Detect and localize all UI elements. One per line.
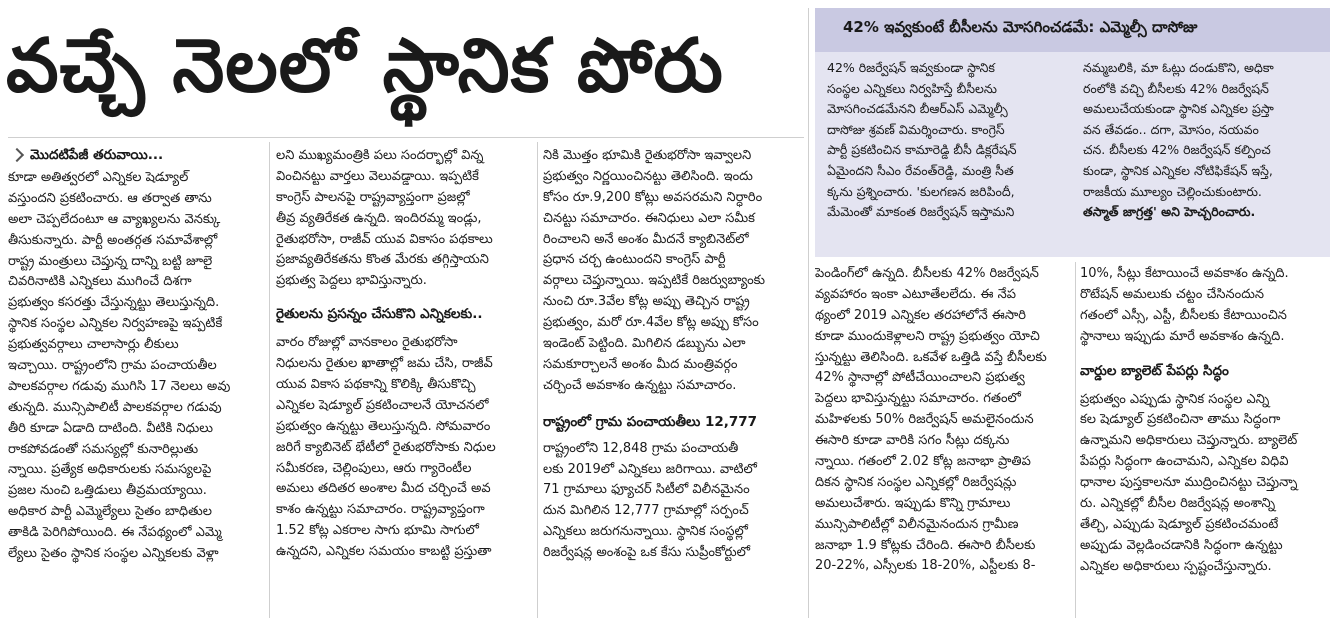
sidebar-text-line: పార్టీ ప్రకటించిన కామారెడ్డి బీసీ డిక్లరేషన్ bbox=[827, 142, 1017, 158]
body-text-line: పాలకవర్గాల గడువు ముగిసి 17 నెలలు అవు bbox=[8, 378, 231, 394]
body-text-line: లని ముఖ్యమంత్రికి పలు సందర్భాల్లో విన్న bbox=[276, 148, 484, 163]
body-text-line: కూడా ముందుకెళ్లాలని రాష్ట్ర ప్రభుత్వం యోచి bbox=[815, 328, 1040, 344]
subheading-ballot-papers: వార్డుల బ్యాలెట్ పేపర్లు సిద్ధం bbox=[1080, 362, 1229, 379]
sidebar-text-line: ఏమైందని సీఎం రేవంత్‌రెడ్డి, మంత్రి సీత bbox=[827, 162, 1014, 178]
body-text-line: చినట్టు సమాచారం. ఈనిధులు ఎలా సమీక bbox=[543, 210, 755, 226]
sidebar-text-line: నమ్మబలికి, మా ఓట్లు దండుకొని, అధికా bbox=[1083, 60, 1274, 75]
body-text-line: ఈసారి కూడా వారికి సగం సీట్లు దక్కను bbox=[815, 433, 1010, 449]
kicker-text: మొదటిపేజీ తరువాయి... bbox=[30, 146, 164, 163]
article-column-2 bbox=[276, 146, 531, 618]
body-text-line: లకు 2019లో ఎన్నికలు జరిగాయి. వాటిలో bbox=[543, 461, 757, 477]
sidebar-text-line: మోసగించడమేనని బీఆర్ఎస్ ఎమ్మెల్సీ bbox=[827, 101, 1008, 117]
body-text-line: ప్రజల నుంచి ఒత్తిడులు తీవ్రమయ్యాయి. bbox=[8, 483, 207, 499]
sidebar-text-line: 42% రిజర్వేషన్ ఇవ్వకుండా స్థానిక bbox=[827, 60, 995, 75]
continued-kicker bbox=[8, 142, 263, 168]
body-text-line: మహిళలకు 50% రిజర్వేషన్ అమలైనందున bbox=[815, 412, 1034, 428]
body-text-line: ప్రధాన చర్చ ఉంటుందని కాంగ్రెస్ పార్టీ bbox=[543, 252, 726, 268]
subheading-farmers: రైతులను ప్రసన్నం చేసుకొని ఎన్నికలకు.. bbox=[276, 306, 483, 323]
body-text-line: మున్సిపాలిటీల్లో విలీనమైనందున గ్రామీణ bbox=[815, 516, 1019, 532]
body-text-line: ఉన్నదని, ఎన్నికల సమయం కాబట్టి ప్రస్తుతా bbox=[276, 544, 492, 560]
body-text-line: పేపర్లు సిద్ధంగా ఉంచామని, ఎన్నికల విధివి bbox=[1080, 454, 1289, 470]
body-text-line: ప్రభుత్వం, మరో రూ.4వేల కోట్ల అప్పు కోసం bbox=[543, 315, 759, 331]
headline-divider bbox=[8, 137, 804, 138]
body-text-line: వ్యవహారం ఇంకా ఎటూతేలలేదు. ఈ నేప bbox=[815, 286, 1016, 302]
body-text-line: తీరి కూడా ఏడాది దాటింది. వీటికి నిధులు bbox=[8, 420, 213, 436]
body-text-line: రొటేషన్ అమలుకు చట్టం చేసినందున bbox=[1080, 286, 1265, 302]
body-text-line: 1.52 కోట్ల ఎకరాల సాగు భూమి సాగులో bbox=[276, 523, 479, 539]
body-text-line: కాంగ్రెస్ పాలనపై రాష్ట్రవ్యాప్తంగా ప్రజల్లో bbox=[276, 189, 470, 205]
body-text-line: తున్నది. మున్సిపాలిటీ పాలకవర్గాల గడువు bbox=[8, 399, 222, 415]
body-text-line: ఎన్నికల అధికారులు స్పష్టంచేస్తున్నారు. bbox=[1080, 558, 1272, 574]
column-divider bbox=[808, 8, 809, 618]
body-text-line: పెండింగ్‌లో ఉన్నది. బీసీలకు 42% రిజర్వేషన్ bbox=[815, 266, 1039, 281]
body-text-line: ఎన్నికల షెడ్యూల్ ప్రకటించాలనే యోచనలో bbox=[276, 397, 489, 413]
body-text-line: రించాలని అనే అంశం మీదనే క్యాబినెట్‌లో bbox=[543, 231, 749, 247]
body-text-line: రైతుభరోసా, రాజీవ్ యువ వికాసం పథకాలు bbox=[276, 231, 493, 247]
body-text-line: రిజర్వేషన్ల అంశంపై ఒక కేసు సుప్రీంకోర్టులో bbox=[543, 545, 751, 561]
body-text-line: వస్తుందని ప్రకటించారు. ఆ తర్వాత తాను bbox=[8, 190, 212, 206]
body-text-line: ప్రభుత్వం కసరత్తు చేస్తున్నట్టు తెలుస్తున్నది. bbox=[8, 295, 220, 311]
body-text-line: ల్యేలు సైతం స్థానిక సంస్థల ఎన్నికలకు వెళ్లా bbox=[8, 546, 219, 562]
sidebar-text-line: అమలుచేయకుండా స్థానిక ఎన్నికల ప్రస్తా bbox=[1083, 101, 1274, 117]
body-text-line: గతంలో ఎస్సీ, ఎస్టీ, బీసీలకు కేటాయించిన bbox=[1080, 307, 1287, 323]
sidebar-text-line: కుండా, స్థానిక ఎన్నికల నోటిఫికేషన్ ఇస్తే, bbox=[1083, 162, 1273, 178]
sidebar-text-line: రాజకీయ మూల్యం చెల్లించుకుంటారు. bbox=[1083, 183, 1262, 199]
body-text-line: 20-22%, ఎస్సీలకు 18-20%, ఎస్టీలకు 8- bbox=[815, 558, 1036, 574]
body-text-line: దున మిగిలిన 12,777 గ్రామాల్లో సర్పంచ్ bbox=[543, 503, 749, 519]
body-text-line: 10%, సీట్లు కేటాయించే అవకాశం ఉన్నది. bbox=[1080, 266, 1289, 281]
sidebar-text-line: చన. బీసీలకు 42% రిజర్వేషన్ కల్పించ bbox=[1083, 142, 1271, 158]
body-text-line: 42% స్థానాల్లో పోటీచేయించాలని ప్రభుత్వ bbox=[815, 370, 1025, 386]
body-text-line: ప్రభుత్వ పెద్దలు భావిస్తున్నారు. bbox=[276, 273, 427, 289]
body-text-line: తీసుకున్నారు. పార్టీ అంతర్గత సమావేశాల్లో bbox=[8, 232, 218, 248]
body-text-line: సమీకరణ, చెల్లింపులు, ఆరు గ్యారెంటీల bbox=[276, 460, 472, 476]
body-text-line: స్థానాలు ఇప్పుడు మారే అవకాశం ఉన్నది. bbox=[1080, 328, 1285, 344]
column-divider bbox=[537, 142, 538, 618]
body-text-line: అమలు తదితర అంశాల మీద చర్చించే అవ bbox=[276, 481, 491, 497]
article-column-3 bbox=[543, 146, 801, 618]
sidebar-column-2 bbox=[1083, 58, 1333, 253]
body-text-line: నికి మొత్తం భూమికి రైతుభరోసా ఇవ్వాలని bbox=[543, 148, 752, 163]
body-text-line: వర్గాలు చెప్తున్నాయి. ఇప్పటికే రిజర్వుబ్యాంకు bbox=[543, 273, 765, 289]
body-text-line: యువ వికాస పథకాన్ని కొలిక్కి తీసుకొచ్చి bbox=[276, 377, 476, 393]
article-column-4 bbox=[815, 264, 1070, 618]
sidebar-text-line: తస్మాత్ జాగ్రత్త' అని హెచ్చరించారు. bbox=[1083, 204, 1256, 220]
body-text-line: అప్పుడు వెల్లడించడానికి సిద్ధంగా ఉన్నట్టు bbox=[1080, 537, 1283, 553]
body-text-line: చర్చించే అవకాశం ఉన్నట్టు సమాచారం. bbox=[543, 377, 737, 393]
body-text-line: అలా చెప్పలేదంటూ ఆ వ్యాఖ్యలను వెనక్కు bbox=[8, 211, 221, 227]
subheading-panchayats: రాష్ట్రంలో గ్రామ పంచాయతీలు 12,777 bbox=[543, 413, 758, 430]
headline: వచ్చే నెలలో స్థానిక పోరు bbox=[6, 23, 724, 109]
body-text-line: వించినట్టు వార్తలు వెలువడ్డాయి. ఇప్పటికే bbox=[276, 168, 479, 184]
sidebar-text-line: క్కను ప్రశ్నించారు. 'కులగణన జరిపిందీ, bbox=[827, 183, 1015, 199]
body-text-line: రాష్ట్రంలోని 12,848 గ్రామ పంచాయతీ bbox=[543, 440, 739, 456]
body-text-line: అధికార పార్టీ ఎమ్మెల్యేలు సైతం బాధితుల bbox=[8, 504, 212, 520]
body-text-line: ప్రభుత్వం ఎప్పుడు స్థానిక సంస్థల ఎన్ని bbox=[1080, 391, 1270, 407]
body-text-line: తీవ్ర వ్యతిరేకత ఉన్నది. ఇందిరమ్మ ఇండ్లు, bbox=[276, 210, 482, 226]
body-text-line: ప్రభుత్వవర్గాలు చాలాసార్లు లీకులు bbox=[8, 337, 179, 353]
body-text-line: న్నాయి. గతంలో 2.02 కోట్ల జనాభా ప్రాతిప bbox=[815, 454, 1031, 470]
body-text-line: ప్రజావ్యతిరేకతను కొంత మేరకు తగ్గిస్తాయని bbox=[276, 252, 489, 268]
body-text-line: జనాభా 1.9 కోట్లకు చేరింది. ఈసారి బీసీలకు bbox=[815, 537, 1036, 553]
body-text-line: 71 గ్రామాలు ఫ్యూచర్ సిటీలో విలీనమైనం bbox=[543, 482, 750, 498]
body-text-line: న్నాయి. ప్రత్యేక అధికారులకు సమస్యలపై bbox=[8, 462, 212, 478]
body-text-line: పెద్దలు భావిస్తున్నట్టు సమాచారం. గతంలో bbox=[815, 391, 1021, 407]
body-text-line: ధానాల పుస్తకాలనూ ముద్రించినట్టు చెప్తున్నా bbox=[1080, 475, 1298, 491]
article-column-5 bbox=[1080, 264, 1330, 618]
body-text-line: ఎన్నికలు జరుగనున్నాయి. స్థానిక సంస్థల్లో bbox=[543, 524, 748, 540]
body-text-line: అమలుచేశారు. ఇప్పుడు కొన్ని గ్రామాలు bbox=[815, 495, 1011, 511]
body-text-line: స్థానిక సంస్థల ఎన్నికల నిర్వహణపై ఇప్పటికే bbox=[8, 316, 223, 332]
article-column-1 bbox=[8, 142, 263, 617]
sidebar-text-line: వన తేవడం.. దగా, మోసం, నయవం bbox=[1083, 121, 1259, 137]
body-text-line: చివరినాటికి ఎన్నికలు ముగించే దిశగా bbox=[8, 274, 192, 290]
body-text-line: రాష్ట్ర మంత్రులు చెప్తున్న దాన్ని బట్టి జూలై bbox=[8, 253, 213, 269]
body-text-line: ఇచ్చాయి. రాష్ట్రంలోని గ్రామ పంచాయతీల bbox=[8, 358, 217, 374]
body-text-line: కాశం ఉన్నట్టు సమాచారం. రాష్ట్రవ్యాప్తంగా bbox=[276, 502, 485, 518]
body-text-line: నిధులను రైతుల ఖాతాల్లో జమ చేసి, రాజీవ్ bbox=[276, 356, 493, 372]
body-text-line: కోసం రూ.9,200 కోట్లు అవసరమని నిర్ధారిం bbox=[543, 189, 763, 205]
sidebar-text-line: రంలోకి వచ్చి బీసీలకు 42% రిజర్వేషన్ bbox=[1083, 80, 1269, 96]
body-text-line: దికన స్థానిక సంస్థల ఎన్నికల్లో రిజర్వేషన్లు bbox=[815, 474, 1017, 490]
body-text-line: ఇండెంట్ పెట్టింది. మిగిలిన డబ్బును ఎలా bbox=[543, 336, 746, 352]
sidebar-box bbox=[815, 8, 1330, 257]
body-text-line: జరిగే క్యాబినెట్ భేటీలో రైతుభరోసాకు నిధుల bbox=[276, 439, 496, 455]
sidebar-title: 42% ఇవ్వకుంటే బీసీలను మోసగించడమే: ఎమ్మెల్సీ దాసోజు bbox=[815, 8, 1330, 52]
body-text-line: కల షెడ్యూల్ ప్రకటించినా తాము సిద్ధంగా bbox=[1080, 412, 1281, 428]
body-text-line: తేల్చి, ఎప్పుడు షెడ్యూల్ ప్రకటించమంటే bbox=[1080, 516, 1279, 532]
body-text-line: రు. ఎన్నికల్లో బీసీల రిజర్వేషన్ల అంశాన్ని bbox=[1080, 496, 1276, 512]
body-text-line: సమకూర్చాలనే అంశం మీద మంత్రివర్గం bbox=[543, 356, 738, 372]
body-text-line: థ్యంలో 2019 ఎన్నికల తరహాలోనే ఈసారి bbox=[815, 307, 1026, 323]
column-divider bbox=[269, 142, 270, 618]
chevron-right-icon bbox=[10, 148, 24, 162]
body-text-line: కూడా అతిత్వరలో ఎన్నికల షెడ్యూల్ bbox=[8, 170, 189, 185]
column-divider bbox=[1075, 262, 1076, 618]
body-text-line: ప్రభుత్వం నిర్ణయించినట్టు తెలిసింది. ఇందు bbox=[543, 168, 753, 184]
body-text-line: స్తున్నట్టు తెలిసింది. ఒకవేళ ఒత్తిడి వస్తే బీసీలకు bbox=[815, 349, 1047, 365]
body-text-line: వారం రోజుల్లో వానకాలం రైతుభరోసా bbox=[276, 335, 458, 351]
body-text-line: ఉన్నామని అధికారులు చెప్తున్నారు. బ్యాలెట్ bbox=[1080, 433, 1298, 449]
sidebar-text-line: మేమెంతో మాకంత రిజర్వేషన్ ఇస్తామని bbox=[827, 204, 1015, 220]
body-text-line: తాకిడి పెరిగిపోయింది. ఈ నేపథ్యంలో ఎమ్మె bbox=[8, 525, 222, 541]
body-text-line: ప్రభుత్వం ఉన్నట్టు తెలుస్తున్నది. సోమవారం bbox=[276, 418, 491, 434]
body-text-line: నుంచి రూ.3వేల కోట్ల అప్పు తెచ్చిన రాష్ట్ర bbox=[543, 294, 750, 310]
sidebar-text-line: సంస్థల ఎన్నికలు నిర్వహిస్తే బీసీలను bbox=[827, 80, 997, 96]
sidebar-text-line: దాసోజు శ్రవణ్ విమర్శించారు. కాంగ్రెస్ bbox=[827, 121, 1005, 137]
body-text-line: రాకపోవడంతో సమస్యల్లో కునారిల్లుతు bbox=[8, 441, 199, 457]
sidebar-column-1 bbox=[827, 58, 1077, 253]
